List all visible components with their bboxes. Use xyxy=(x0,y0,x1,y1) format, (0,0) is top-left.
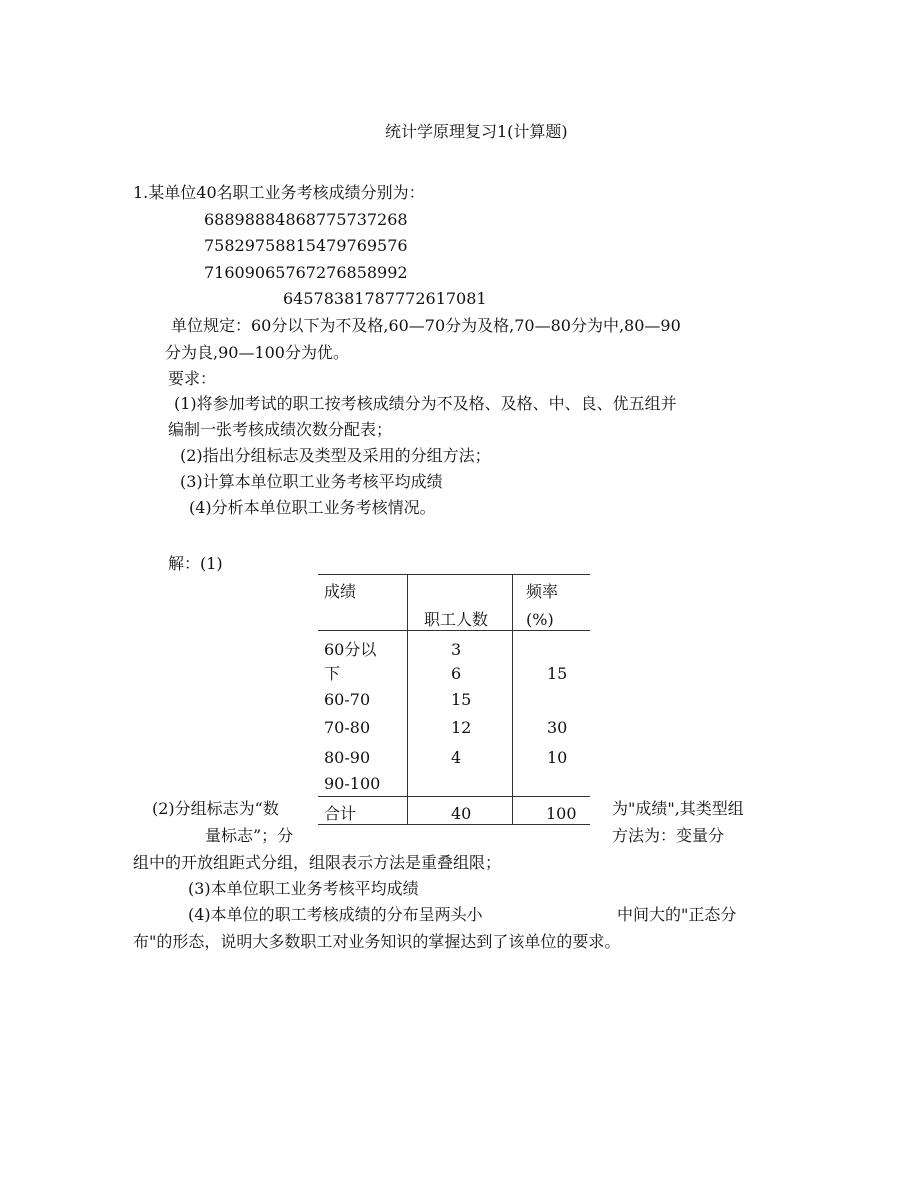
answer-2-text: (2)分组标志为“数 xyxy=(152,799,279,818)
table-cell-score: 下 xyxy=(324,664,341,683)
answer-2-text: 量标志”；分 xyxy=(205,826,294,845)
score-row: 64578381787772617081 xyxy=(283,289,487,308)
table-cell-pct: 30 xyxy=(547,718,568,737)
rule-text: 分为良,90—100分为优。 xyxy=(165,343,349,362)
table-cell-count: 4 xyxy=(451,748,462,767)
table-header-rule xyxy=(318,630,590,631)
table-cell-count: 3 xyxy=(451,640,462,659)
answer-2-text: 方法为：变量分 xyxy=(612,826,725,845)
table-cell-count: 15 xyxy=(451,690,472,709)
table-cell-score: 70-80 xyxy=(324,718,371,737)
answer-4-text: (4)本单位的职工考核成绩的分布呈两头小 xyxy=(188,905,483,924)
question-intro: 1.某单位40名职工业务考核成绩分别为： xyxy=(133,183,425,202)
rule-text: 单位规定：60分以下为不及格,60—70分为及格,70—80分为中,80—90 xyxy=(171,316,681,335)
table-header-pct: 频率 xyxy=(526,582,559,601)
table-cell-pct: 10 xyxy=(547,748,568,767)
requirement-item: (2)指出分组标志及类型及采用的分组方法； xyxy=(180,446,491,465)
table-column-divider xyxy=(512,574,513,824)
table-top-rule xyxy=(318,574,590,575)
answer-2-text: 为"成绩",其类型组 xyxy=(612,799,744,818)
table-total-count: 40 xyxy=(451,804,472,823)
page-title: 统计学原理复习1(计算题) xyxy=(385,122,568,141)
table-total-rule xyxy=(318,796,590,797)
answer-2-text: 组中的开放组距式分组，组限表示方法是重叠组限； xyxy=(133,853,502,872)
table-total-label: 合计 xyxy=(324,804,357,823)
requirements-label: 要求： xyxy=(168,369,217,388)
answer-4-text: 布"的形态，说明大多数职工对业务知识的掌握达到了该单位的要求。 xyxy=(133,932,621,951)
table-column-divider xyxy=(407,574,408,824)
score-row: 71609065767276858992 xyxy=(204,263,408,282)
requirement-item: (3)计算本单位职工业务考核平均成绩 xyxy=(180,472,443,491)
score-row: 68898884868775737268 xyxy=(204,210,408,229)
table-total-pct: 100 xyxy=(546,804,577,823)
table-cell-score: 80-90 xyxy=(324,748,371,767)
answer-3-text: (3)本单位职工业务考核平均成绩 xyxy=(188,879,419,898)
table-cell-score: 90-100 xyxy=(324,774,381,793)
score-row: 75829758815479769576 xyxy=(204,236,408,255)
table-header-pct-unit: (%) xyxy=(526,610,554,629)
requirement-item: (4)分析本单位职工业务考核情况。 xyxy=(189,498,436,517)
solution-label: 解：(1) xyxy=(168,554,223,573)
requirement-item: (1)将参加考试的职工按考核成绩分为不及格、及格、中、良、优五组并 xyxy=(174,394,677,413)
table-cell-pct: 15 xyxy=(547,664,568,683)
table-cell-count: 12 xyxy=(451,718,472,737)
table-cell-score: 60-70 xyxy=(324,690,371,709)
table-cell-count: 6 xyxy=(451,664,462,683)
table-header-score: 成绩 xyxy=(324,582,357,601)
answer-4-text: 中间大的"正态分 xyxy=(617,905,737,924)
requirement-item: 编制一张考核成绩次数分配表； xyxy=(168,420,393,439)
table-header-count: 职工人数 xyxy=(424,610,489,629)
table-cell-score: 60分以 xyxy=(324,640,377,659)
table-bottom-rule xyxy=(318,824,590,825)
